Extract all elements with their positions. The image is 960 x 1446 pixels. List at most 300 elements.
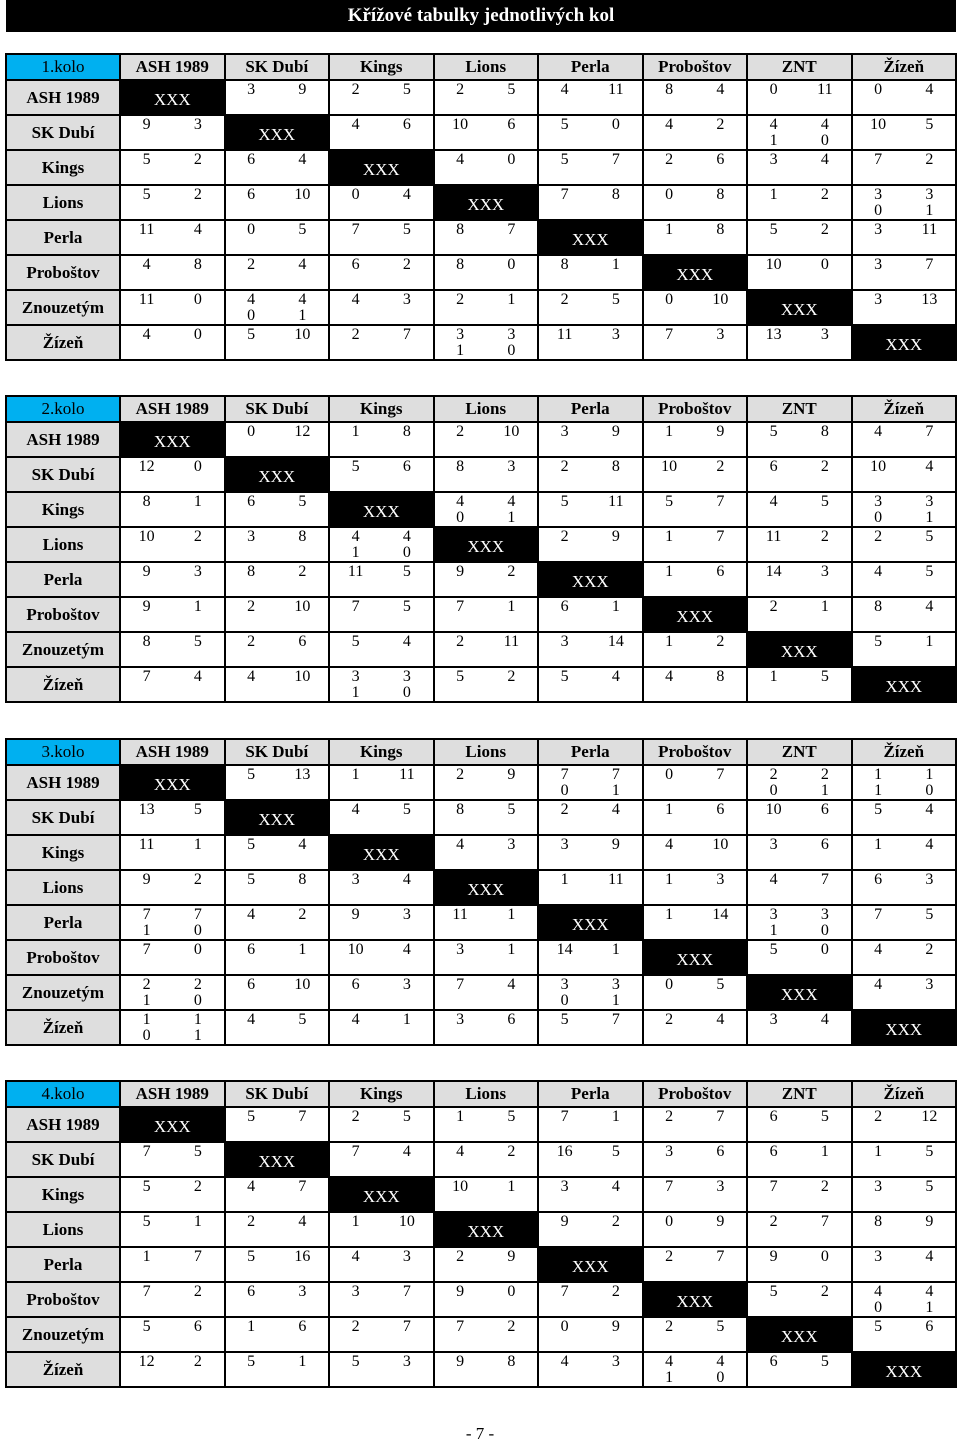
table-row — [6, 80, 956, 115]
score-value: 3 — [560, 975, 569, 993]
score-cell — [120, 632, 225, 667]
score-line — [748, 907, 851, 923]
score-cell — [329, 115, 434, 150]
score-value: 7 — [351, 597, 360, 615]
score-value: 1 — [769, 131, 778, 149]
score-line — [539, 510, 642, 526]
score-line — [853, 1214, 956, 1230]
table-row — [6, 185, 956, 220]
score-value: 2 — [142, 975, 151, 993]
score-cell — [434, 1010, 539, 1045]
score-value: 5 — [402, 562, 411, 580]
score-line — [853, 634, 956, 650]
score-value: 9 — [456, 562, 465, 580]
score-value: 3 — [560, 632, 569, 650]
score-line — [330, 634, 433, 650]
score-line — [748, 1214, 851, 1230]
score-cell — [120, 975, 225, 1010]
score-line — [121, 1319, 224, 1335]
score-value: 1 — [456, 1107, 465, 1125]
self-match-cell — [434, 1212, 539, 1247]
score-cell — [852, 835, 957, 870]
score-line — [226, 580, 329, 596]
score-line — [853, 1195, 956, 1211]
score-cell — [643, 185, 748, 220]
score-line — [853, 580, 956, 596]
score-value: 2 — [560, 290, 569, 308]
score-line — [539, 494, 642, 510]
self-match-label: XXX — [467, 1222, 505, 1241]
score-value: 1 — [507, 1177, 516, 1195]
score-value: 0 — [820, 940, 829, 958]
score-cell — [852, 1107, 957, 1142]
score-value: 10 — [294, 185, 311, 203]
score-value: 3 — [193, 562, 202, 580]
score-value: 3 — [874, 220, 883, 238]
score-cell — [434, 597, 539, 632]
score-cell — [643, 975, 748, 1010]
score-line — [539, 1354, 642, 1370]
score-value: 2 — [193, 1177, 202, 1195]
score-line — [330, 1109, 433, 1125]
score-value: 9 — [507, 765, 516, 783]
round-table — [5, 395, 957, 703]
score-value: 2 — [820, 1177, 829, 1195]
score-line — [853, 459, 956, 475]
table-row — [6, 562, 956, 597]
score-value: 5 — [351, 1352, 360, 1370]
score-line — [435, 1109, 538, 1125]
score-value: 5 — [507, 80, 516, 98]
score-cell — [747, 1177, 852, 1212]
score-value: 2 — [507, 1317, 516, 1335]
score-line — [330, 942, 433, 958]
score-cell — [538, 632, 643, 667]
score-value: 5 — [925, 562, 934, 580]
score-line — [226, 203, 329, 219]
score-line — [330, 343, 433, 359]
score-value: 5 — [142, 1212, 151, 1230]
score-line — [435, 475, 538, 491]
score-line — [435, 222, 538, 238]
score-value: 8 — [298, 527, 307, 545]
table-row — [6, 1142, 956, 1177]
score-cell — [643, 870, 748, 905]
score-line — [330, 98, 433, 114]
score-cell — [120, 255, 225, 290]
score-line — [435, 1265, 538, 1281]
score-cell — [643, 422, 748, 457]
score-line — [539, 1160, 642, 1176]
score-line — [330, 802, 433, 818]
score-line — [644, 222, 747, 238]
score-line — [121, 152, 224, 168]
score-cell — [434, 255, 539, 290]
score-line — [748, 494, 851, 510]
score-value: 0 — [247, 306, 256, 324]
score-line — [226, 82, 329, 98]
score-line — [748, 1144, 851, 1160]
score-line — [435, 459, 538, 475]
score-value: 7 — [611, 150, 620, 168]
score-line — [748, 580, 851, 596]
header-row — [6, 54, 956, 80]
score-value: 3 — [874, 1247, 883, 1265]
self-match-label: XXX — [571, 915, 609, 934]
score-value: 3 — [507, 457, 516, 475]
score-cell — [120, 457, 225, 492]
score-line — [748, 888, 851, 904]
score-line — [226, 424, 329, 440]
score-line — [539, 872, 642, 888]
score-line — [121, 634, 224, 650]
score-cell — [225, 765, 330, 800]
score-line — [853, 187, 956, 203]
score-value: 11 — [817, 80, 833, 98]
score-value: 3 — [351, 667, 360, 685]
score-value: 7 — [716, 1247, 725, 1265]
score-line — [435, 1179, 538, 1195]
self-match-label: XXX — [885, 335, 923, 354]
score-value: 3 — [456, 325, 465, 343]
score-line — [539, 545, 642, 561]
score-value: 2 — [507, 667, 516, 685]
score-line — [748, 343, 851, 359]
score-value: 10 — [294, 975, 311, 993]
score-value: 8 — [456, 220, 465, 238]
score-line — [539, 783, 642, 799]
column-team-header: Žízeň — [852, 1081, 957, 1107]
score-value: 8 — [456, 800, 465, 818]
score-cell — [434, 290, 539, 325]
score-line — [644, 82, 747, 98]
score-cell — [434, 940, 539, 975]
score-cell — [643, 562, 748, 597]
score-value: 4 — [611, 667, 620, 685]
score-cell — [852, 457, 957, 492]
round-label: 1.kolo — [6, 54, 120, 80]
score-cell — [225, 1247, 330, 1282]
column-team-header: Lions — [434, 396, 539, 422]
score-line — [539, 1179, 642, 1195]
score-value: 1 — [665, 220, 674, 238]
score-line — [748, 327, 851, 343]
score-line — [539, 837, 642, 853]
score-value: 5 — [247, 765, 256, 783]
score-cell — [120, 220, 225, 255]
self-match-label: XXX — [362, 502, 400, 521]
score-cell — [120, 905, 225, 940]
column-team-header: Proboštov — [643, 739, 748, 765]
row-team-name: Kings — [6, 492, 120, 527]
score-line — [121, 1354, 224, 1370]
score-line — [644, 203, 747, 219]
column-team-header: Perla — [538, 54, 643, 80]
score-value: 5 — [247, 325, 256, 343]
score-cell — [852, 220, 957, 255]
score-cell — [329, 255, 434, 290]
row-team-name: SK Dubí — [6, 800, 120, 835]
score-line — [748, 117, 851, 133]
score-value: 3 — [820, 905, 829, 923]
score-value: 1 — [769, 185, 778, 203]
table-row — [6, 632, 956, 667]
score-line — [539, 669, 642, 685]
score-line — [435, 510, 538, 526]
score-value: 3 — [874, 185, 883, 203]
score-line — [226, 529, 329, 545]
score-value: 4 — [298, 150, 307, 168]
score-line — [853, 767, 956, 783]
score-line — [435, 993, 538, 1009]
score-value: 4 — [665, 667, 674, 685]
score-value: 4 — [402, 1142, 411, 1160]
score-value: 0 — [193, 921, 202, 939]
score-cell — [329, 1212, 434, 1247]
score-line — [539, 308, 642, 324]
score-line — [539, 292, 642, 308]
score-cell — [434, 1142, 539, 1177]
score-value: 2 — [456, 290, 465, 308]
score-value: 7 — [820, 870, 829, 888]
score-cell — [225, 325, 330, 360]
score-line — [853, 424, 956, 440]
score-line — [121, 802, 224, 818]
score-line — [748, 1284, 851, 1300]
self-match-cell — [225, 800, 330, 835]
score-line — [435, 958, 538, 974]
score-value: 7 — [142, 1282, 151, 1300]
round-table — [5, 738, 957, 1046]
score-line — [435, 1160, 538, 1176]
score-value: 5 — [402, 1107, 411, 1125]
score-line — [435, 343, 538, 359]
score-value: 10 — [712, 835, 729, 853]
score-line — [435, 117, 538, 133]
score-line — [435, 837, 538, 853]
table-row — [6, 150, 956, 185]
self-match-cell — [538, 1247, 643, 1282]
score-line — [435, 1125, 538, 1141]
score-cell — [434, 150, 539, 185]
score-value: 10 — [294, 325, 311, 343]
score-line — [226, 1214, 329, 1230]
score-value: 2 — [351, 1107, 360, 1125]
score-value: 5 — [874, 800, 883, 818]
score-line — [644, 152, 747, 168]
score-value: 7 — [716, 1107, 725, 1125]
score-value: 7 — [716, 765, 725, 783]
score-cell — [852, 1247, 957, 1282]
score-value: 3 — [611, 325, 620, 343]
score-value: 8 — [142, 492, 151, 510]
score-line — [121, 564, 224, 580]
score-line — [121, 203, 224, 219]
score-line — [435, 292, 538, 308]
self-match-cell — [643, 597, 748, 632]
self-match-label: XXX — [362, 160, 400, 179]
score-value: 11 — [608, 870, 624, 888]
score-cell — [852, 905, 957, 940]
score-value: 11 — [608, 492, 624, 510]
score-line — [226, 599, 329, 615]
score-line — [644, 993, 747, 1009]
score-line — [435, 1354, 538, 1370]
self-match-label: XXX — [571, 1257, 609, 1276]
score-value: 3 — [925, 870, 934, 888]
score-value: 4 — [351, 527, 360, 545]
score-cell — [329, 1142, 434, 1177]
score-line — [330, 1335, 433, 1351]
score-line — [435, 238, 538, 254]
table-row — [6, 325, 956, 360]
score-value: 4 — [507, 975, 516, 993]
self-match-label: XXX — [676, 950, 714, 969]
score-line — [435, 923, 538, 939]
score-value: 0 — [874, 80, 883, 98]
score-value: 0 — [769, 781, 778, 799]
score-cell — [329, 1247, 434, 1282]
score-cell — [434, 975, 539, 1010]
score-value: 0 — [351, 185, 360, 203]
score-value: 2 — [193, 185, 202, 203]
score-line — [330, 203, 433, 219]
score-line — [330, 82, 433, 98]
score-line — [644, 818, 747, 834]
score-value: 10 — [452, 115, 469, 133]
score-line — [539, 475, 642, 491]
score-line — [853, 203, 956, 219]
score-value: 2 — [247, 632, 256, 650]
score-line — [121, 308, 224, 324]
score-line — [435, 615, 538, 631]
score-value: 4 — [247, 1010, 256, 1028]
score-line — [853, 545, 956, 561]
score-value: 11 — [347, 562, 364, 580]
score-cell — [434, 905, 539, 940]
score-value: 10 — [870, 457, 887, 475]
score-value: 1 — [142, 991, 151, 1009]
score-value: 4 — [874, 940, 883, 958]
score-line — [853, 529, 956, 545]
score-value: 1 — [351, 543, 360, 561]
score-cell — [852, 562, 957, 597]
score-cell — [329, 185, 434, 220]
score-value: 5 — [820, 492, 829, 510]
score-cell — [538, 1010, 643, 1045]
score-cell — [747, 1142, 852, 1177]
table-row — [6, 1247, 956, 1282]
score-line — [644, 494, 747, 510]
score-cell — [747, 765, 852, 800]
score-line — [330, 923, 433, 939]
score-value: 8 — [820, 422, 829, 440]
score-line — [644, 1179, 747, 1195]
score-cell — [434, 1282, 539, 1317]
score-value: 2 — [769, 765, 778, 783]
score-line — [644, 292, 747, 308]
score-value: 6 — [247, 492, 256, 510]
score-value: 7 — [611, 1010, 620, 1028]
score-value: 4 — [402, 632, 411, 650]
score-value: 5 — [351, 632, 360, 650]
score-value: 3 — [507, 325, 516, 343]
score-value: 6 — [560, 597, 569, 615]
score-value: 10 — [712, 290, 729, 308]
score-line — [330, 1265, 433, 1281]
score-value: 7 — [611, 765, 620, 783]
score-cell — [225, 940, 330, 975]
score-line — [644, 1144, 747, 1160]
score-line — [748, 685, 851, 701]
score-line — [435, 1370, 538, 1386]
score-value: 2 — [507, 562, 516, 580]
row-team-name: Proboštov — [6, 1282, 120, 1317]
score-cell — [643, 150, 748, 185]
score-cell — [538, 457, 643, 492]
score-line — [226, 615, 329, 631]
score-line — [853, 98, 956, 114]
score-value: 5 — [820, 1107, 829, 1125]
score-value: 4 — [247, 905, 256, 923]
score-value: 3 — [402, 1247, 411, 1265]
score-cell — [225, 527, 330, 562]
score-value: 4 — [716, 80, 725, 98]
table-row — [6, 1352, 956, 1387]
row-team-name: Znouzetým — [6, 1317, 120, 1352]
score-line — [748, 669, 851, 685]
score-line — [539, 273, 642, 289]
score-line — [853, 152, 956, 168]
score-value: 8 — [456, 457, 465, 475]
score-value: 0 — [507, 341, 516, 359]
score-cell — [225, 422, 330, 457]
score-value: 5 — [193, 632, 202, 650]
score-cell — [329, 80, 434, 115]
score-line — [748, 459, 851, 475]
score-line — [121, 650, 224, 666]
score-line — [435, 257, 538, 273]
score-value: 2 — [298, 562, 307, 580]
score-line — [748, 958, 851, 974]
score-line — [644, 1230, 747, 1246]
round-label: 4.kolo — [6, 1081, 120, 1107]
score-value: 2 — [820, 220, 829, 238]
score-line — [853, 942, 956, 958]
score-line — [435, 767, 538, 783]
score-line — [435, 168, 538, 184]
score-value: 5 — [560, 667, 569, 685]
score-value: 0 — [507, 1282, 516, 1300]
score-line — [853, 615, 956, 631]
score-value: 9 — [611, 1317, 620, 1335]
score-line — [644, 685, 747, 701]
score-line — [226, 545, 329, 561]
score-cell — [120, 1142, 225, 1177]
score-value: 7 — [874, 905, 883, 923]
score-line — [644, 783, 747, 799]
score-line — [748, 257, 851, 273]
score-line — [435, 327, 538, 343]
self-match-cell — [852, 325, 957, 360]
score-value: 3 — [925, 975, 934, 993]
score-line — [121, 117, 224, 133]
score-line — [121, 1144, 224, 1160]
score-line — [748, 767, 851, 783]
score-value: 6 — [769, 1352, 778, 1370]
score-value: 1 — [298, 1352, 307, 1370]
score-value: 4 — [874, 975, 883, 993]
